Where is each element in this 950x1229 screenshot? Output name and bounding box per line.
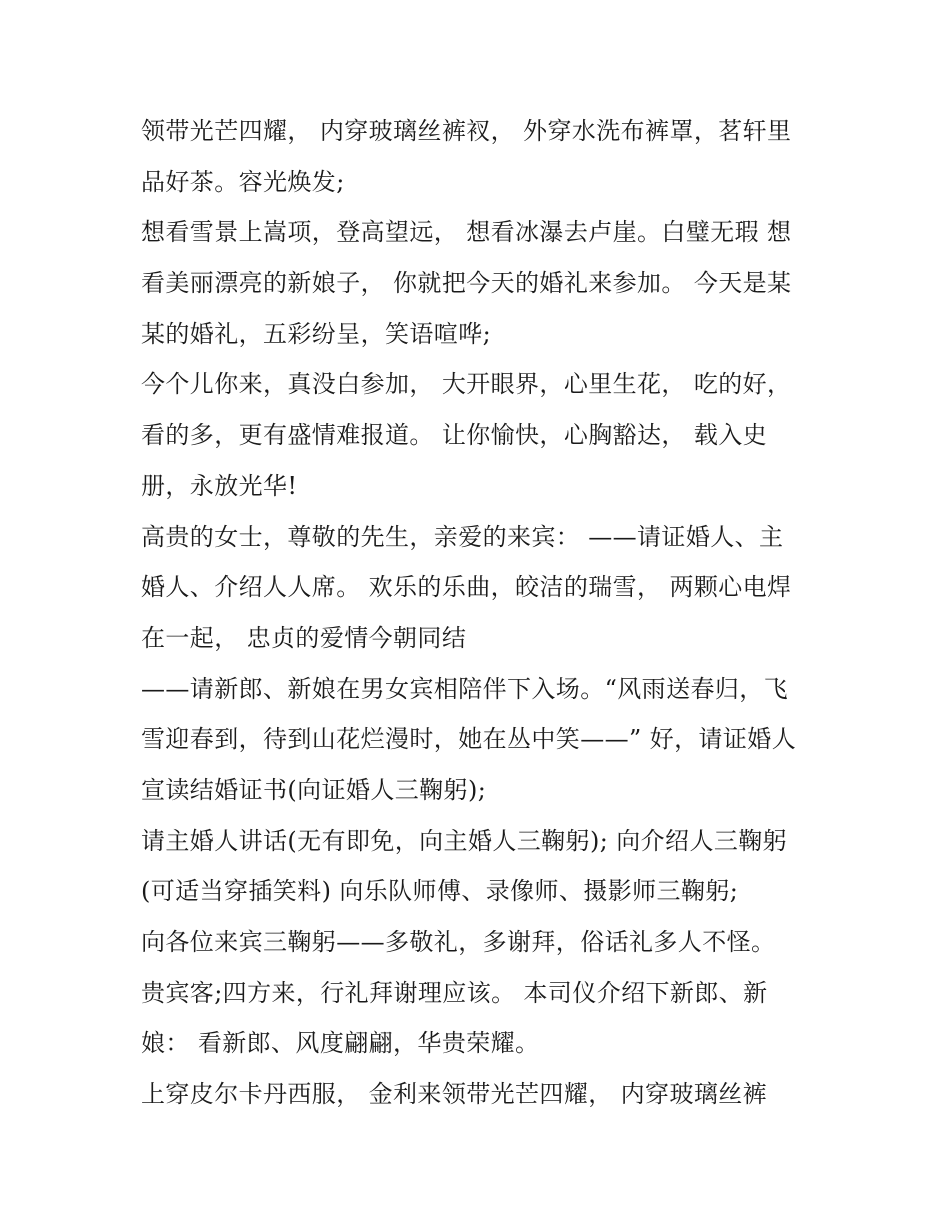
text-line: 雪迎春到，待到山花烂漫时，她在丛中笑——” 好，请证婚人 [141,725,797,754]
text-line: 领带光芒四耀， 内穿玻璃丝裤衩， 外穿水洗布裤罩，茗轩里 [141,117,792,145]
text-line: 想看雪景上嵩项，登高望远， 想看冰瀑去卢崖。白璧无瑕 想 [141,218,792,247]
text-line: 看的多，更有盛情难报道。 让你愉快，心胸豁达， 载入史 [141,421,768,450]
text-line: 今个儿你来，真没白参加， 大开眼界，心里生花， 吃的好， [141,370,792,399]
text-line: 向各位来宾三鞠躬——多敬礼，多谢拜，俗话礼多人不怪。 [141,928,776,956]
text-line: 品好茶。容光焕发; [141,167,345,196]
text-line: 在一起， 忠贞的爱情今朝同结 [141,623,467,652]
text-line: 高贵的女士，尊敬的先生，亲爱的来宾： ——请证婚人、主 [141,522,784,551]
text-line: 册，永放光华! [141,471,298,500]
body-text [141,106,821,1120]
text-line: 娘： 看新郎、风度翩翩，华贵荣耀。 [141,1029,540,1058]
text-line: 上穿皮尔卡丹西服， 金利来领带光芒四耀， 内穿玻璃丝裤 [141,1080,768,1109]
text-line: 某的婚礼，五彩纷呈，笑语喧哗; [141,319,492,348]
text-line: 看美丽漂亮的新娘子， 你就把今天的婚礼来参加。 今天是某 [141,269,792,298]
text-line: 宣读结婚证书(向证婚人三鞠躬); [141,775,487,804]
text-line: ——请新郎、新娘在男女宾相陪伴下入场。“风雨送春归，飞 [141,674,789,703]
text-line: (可适当穿插笑料) 向乐队师傅、录像师、摄影师三鞠躬; [141,877,739,906]
text-line: 请主婚人讲话(无有即免，向主婚人三鞠躬); 向介绍人三鞠躬 [141,826,788,855]
text-line: 贵宾客;四方来，行礼拜谢理应该。 本司仪介绍下新郎、新 [141,978,768,1007]
text-line: 婚人、介绍人人席。 欢乐的乐曲，皎洁的瑞雪， 两颗心电焊 [141,573,792,602]
